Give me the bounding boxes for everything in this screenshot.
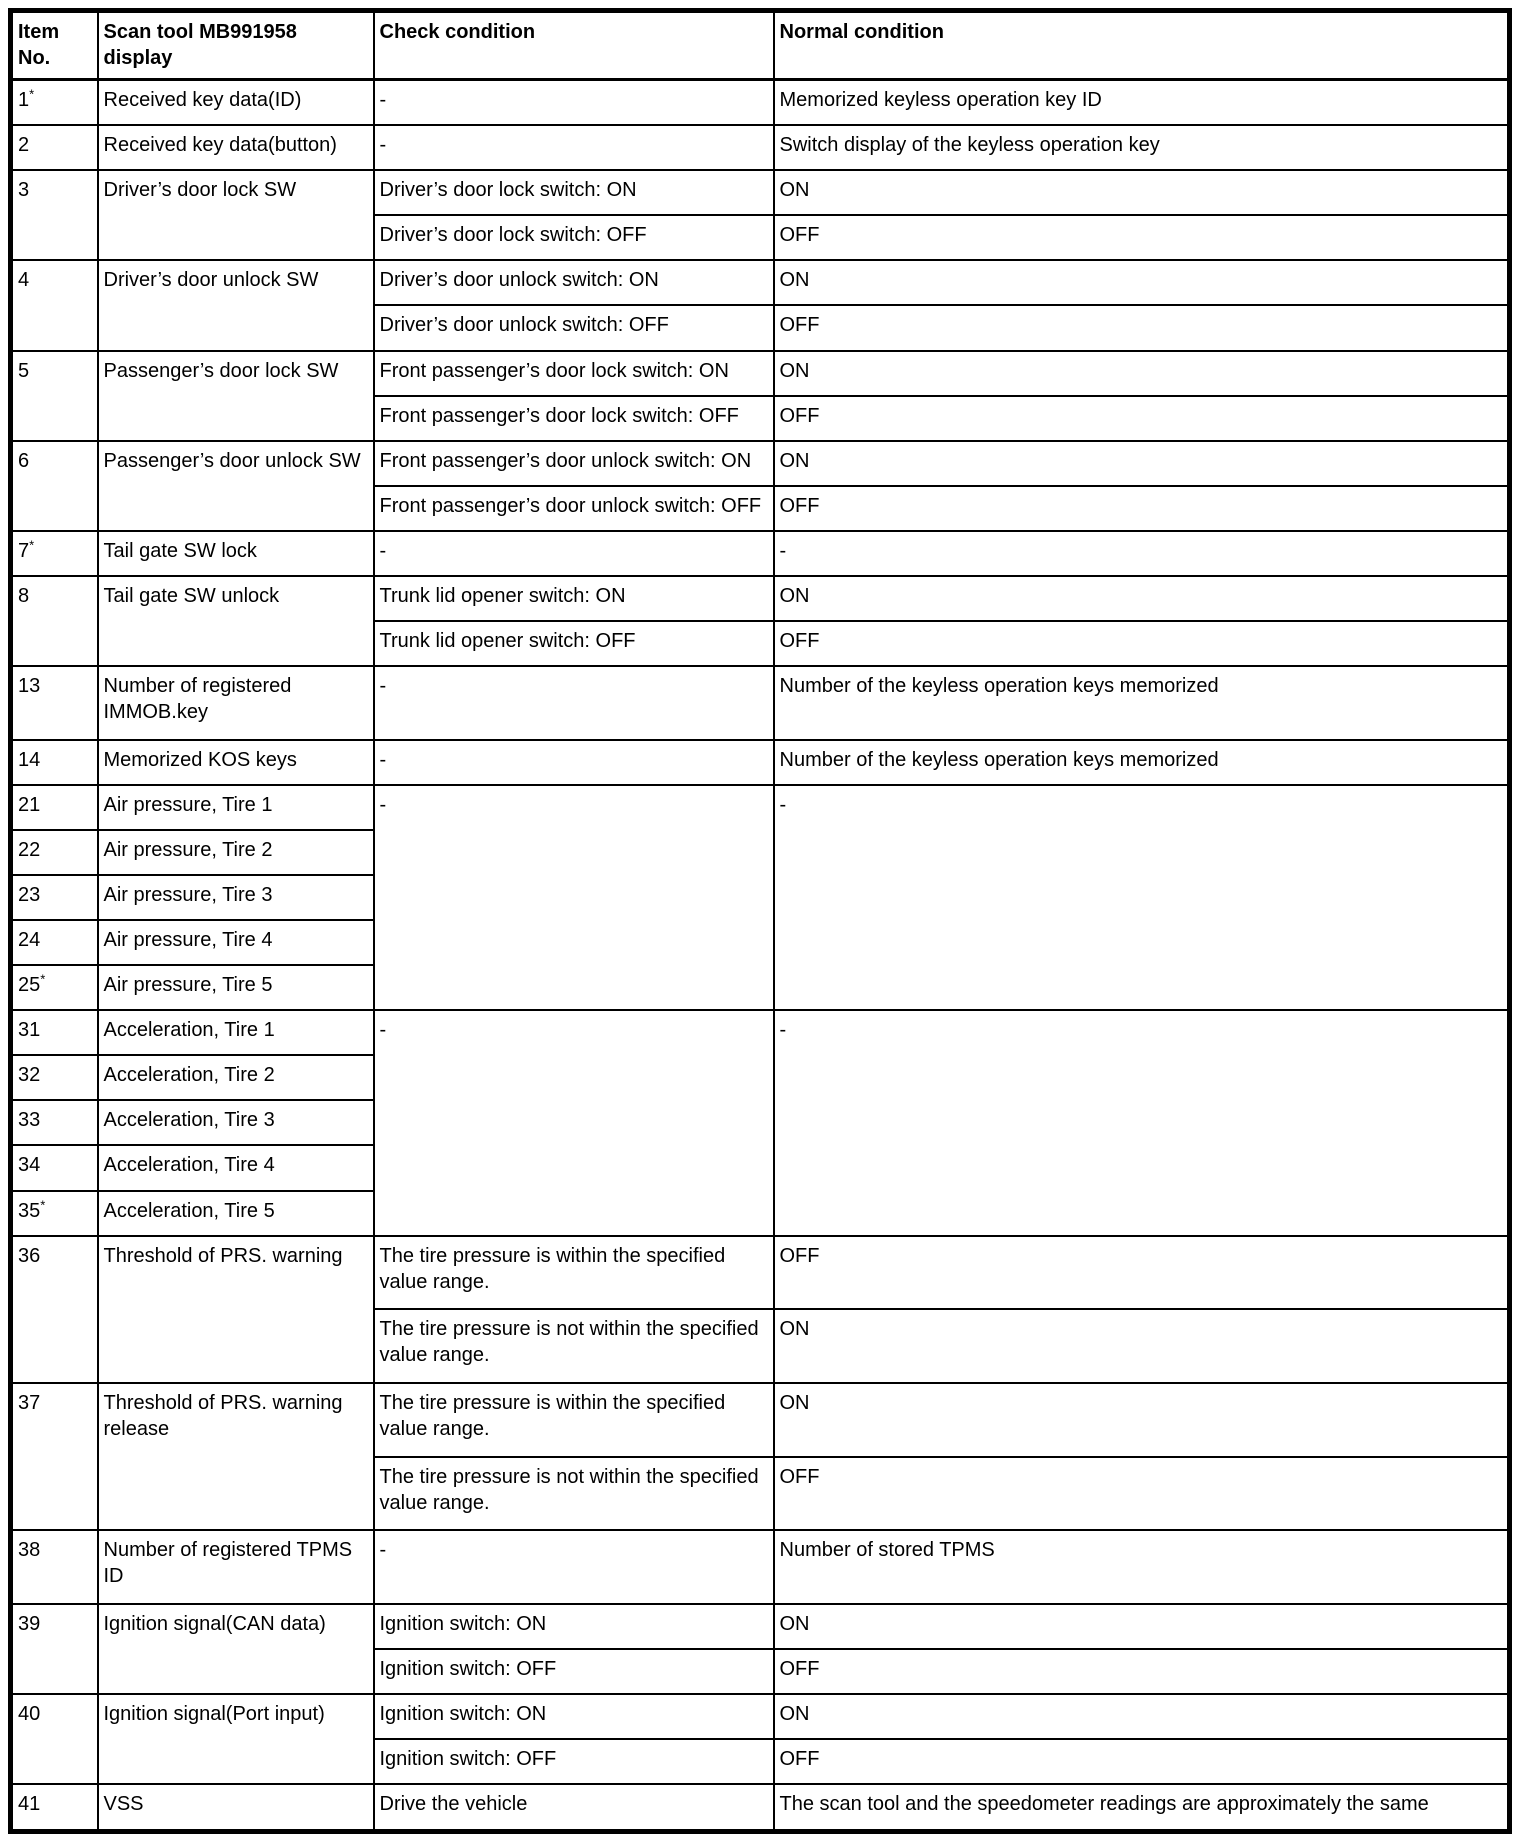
normal-condition-cell: ON <box>774 441 1510 486</box>
normal-condition-cell: ON <box>774 1383 1510 1457</box>
check-condition-cell: - <box>374 531 774 576</box>
item-no-cell: 39 <box>11 1604 98 1694</box>
item-no-cell: 25* <box>11 965 98 1010</box>
item-no-cell: 7* <box>11 531 98 576</box>
item-no-cell: 23 <box>11 875 98 920</box>
table-row <box>11 785 1510 830</box>
normal-condition-cell: ON <box>774 1604 1510 1649</box>
normal-condition-cell: Switch display of the keyless operation key <box>774 125 1510 170</box>
check-condition-cell: The tire pressure is not within the specified value range. <box>374 1457 774 1531</box>
item-no-cell: 4 <box>11 260 98 350</box>
table-row <box>11 1530 1510 1604</box>
check-condition-cell: Ignition switch: OFF <box>374 1649 774 1694</box>
item-no-cell: 40 <box>11 1694 98 1784</box>
table-row <box>11 740 1510 785</box>
check-condition-cell: Ignition switch: OFF <box>374 1739 774 1784</box>
display-cell: Tail gate SW lock <box>98 531 374 576</box>
check-condition-cell: The tire pressure is within the specified value range. <box>374 1383 774 1457</box>
display-cell: Number of registered IMMOB.key <box>98 666 374 740</box>
display-cell: Threshold of PRS. warning release <box>98 1383 374 1530</box>
item-no-cell: 1* <box>11 80 98 126</box>
display-cell: Driver’s door unlock SW <box>98 260 374 350</box>
table-row <box>11 1236 1510 1310</box>
table-row <box>11 1383 1510 1457</box>
table-row <box>11 441 1510 486</box>
normal-condition-cell: OFF <box>774 1739 1510 1784</box>
header-row <box>11 11 1510 80</box>
check-condition-cell: - <box>374 740 774 785</box>
check-condition-cell: Front passenger’s door lock switch: ON <box>374 351 774 396</box>
normal-condition-cell: - <box>774 1010 1510 1235</box>
table-row <box>11 351 1510 396</box>
header-normal-condition: Normal condition <box>774 11 1510 80</box>
table-row <box>11 1694 1510 1739</box>
display-cell: Acceleration, Tire 5 <box>98 1191 374 1236</box>
normal-condition-cell: - <box>774 531 1510 576</box>
display-cell: Received key data(ID) <box>98 80 374 126</box>
table-row <box>11 666 1510 740</box>
item-no-cell: 34 <box>11 1145 98 1190</box>
normal-condition-cell: ON <box>774 351 1510 396</box>
item-no-cell: 6 <box>11 441 98 531</box>
display-cell: Acceleration, Tire 3 <box>98 1100 374 1145</box>
check-condition-cell: Front passenger’s door unlock switch: OFF <box>374 486 774 531</box>
check-condition-cell: Driver’s door lock switch: ON <box>374 170 774 215</box>
normal-condition-cell: OFF <box>774 1236 1510 1310</box>
display-cell: Passenger’s door unlock SW <box>98 441 374 531</box>
header-item-no: Item No. <box>11 11 98 80</box>
item-no-cell: 21 <box>11 785 98 830</box>
header-check-condition: Check condition <box>374 11 774 80</box>
display-cell: Number of registered TPMS ID <box>98 1530 374 1604</box>
note-asterisk: * <box>40 971 46 987</box>
display-cell: Acceleration, Tire 2 <box>98 1055 374 1100</box>
table-row <box>11 80 1510 126</box>
normal-condition-cell: OFF <box>774 1649 1510 1694</box>
check-condition-cell: The tire pressure is within the specified value range. <box>374 1236 774 1310</box>
normal-condition-cell: ON <box>774 260 1510 305</box>
item-no-cell: 36 <box>11 1236 98 1383</box>
check-condition-cell: - <box>374 1530 774 1604</box>
normal-condition-cell: OFF <box>774 396 1510 441</box>
normal-condition-cell: OFF <box>774 621 1510 666</box>
item-no-cell: 31 <box>11 1010 98 1055</box>
check-condition-cell: Ignition switch: ON <box>374 1694 774 1739</box>
item-no-cell: 3 <box>11 170 98 260</box>
item-no-cell: 38 <box>11 1530 98 1604</box>
table-row <box>11 260 1510 305</box>
display-cell: Air pressure, Tire 3 <box>98 875 374 920</box>
normal-condition-cell: ON <box>774 576 1510 621</box>
check-condition-cell: - <box>374 666 774 740</box>
normal-condition-cell: Number of stored TPMS <box>774 1530 1510 1604</box>
display-cell: Memorized KOS keys <box>98 740 374 785</box>
check-condition-cell: Front passenger’s door lock switch: OFF <box>374 396 774 441</box>
check-condition-cell: Front passenger’s door unlock switch: ON <box>374 441 774 486</box>
normal-condition-cell: Number of the keyless operation keys memorized <box>774 740 1510 785</box>
item-no-cell: 35* <box>11 1191 98 1236</box>
table-row <box>11 170 1510 215</box>
item-no-cell: 5 <box>11 351 98 441</box>
note-asterisk: * <box>29 86 35 102</box>
scan-tool-data-list-table <box>8 8 1512 1834</box>
normal-condition-cell: OFF <box>774 1457 1510 1531</box>
header-scan-tool-display: Scan tool MB991958 display <box>98 11 374 80</box>
item-no-cell: 37 <box>11 1383 98 1530</box>
table-header <box>11 11 1510 80</box>
item-no-cell: 2 <box>11 125 98 170</box>
item-no-cell: 8 <box>11 576 98 666</box>
table-body <box>11 80 1510 1832</box>
item-no-cell: 41 <box>11 1784 98 1831</box>
display-cell: Air pressure, Tire 4 <box>98 920 374 965</box>
display-cell: Ignition signal(CAN data) <box>98 1604 374 1694</box>
normal-condition-cell: ON <box>774 1309 1510 1383</box>
table-row <box>11 1604 1510 1649</box>
table-row <box>11 1010 1510 1055</box>
normal-condition-cell: Memorized keyless operation key ID <box>774 80 1510 126</box>
table-row <box>11 576 1510 621</box>
item-no-cell: 33 <box>11 1100 98 1145</box>
table-row <box>11 125 1510 170</box>
normal-condition-cell: ON <box>774 170 1510 215</box>
display-cell: Received key data(button) <box>98 125 374 170</box>
item-no-cell: 14 <box>11 740 98 785</box>
check-condition-cell: Ignition switch: ON <box>374 1604 774 1649</box>
table-row <box>11 1784 1510 1831</box>
display-cell: Ignition signal(Port input) <box>98 1694 374 1784</box>
note-asterisk: * <box>40 1196 46 1212</box>
normal-condition-cell: - <box>774 785 1510 1010</box>
display-cell: Tail gate SW unlock <box>98 576 374 666</box>
check-condition-cell: Driver’s door unlock switch: OFF <box>374 305 774 350</box>
display-cell: Acceleration, Tire 4 <box>98 1145 374 1190</box>
display-cell: Acceleration, Tire 1 <box>98 1010 374 1055</box>
normal-condition-cell: OFF <box>774 486 1510 531</box>
item-no-cell: 13 <box>11 666 98 740</box>
normal-condition-cell: Number of the keyless operation keys memorized <box>774 666 1510 740</box>
check-condition-cell: Driver’s door lock switch: OFF <box>374 215 774 260</box>
check-condition-cell: Drive the vehicle <box>374 1784 774 1831</box>
check-condition-cell: Trunk lid opener switch: OFF <box>374 621 774 666</box>
item-no-cell: 22 <box>11 830 98 875</box>
item-no-cell: 24 <box>11 920 98 965</box>
normal-condition-cell: The scan tool and the speedometer readings are approximately the same <box>774 1784 1510 1831</box>
item-no-cell: 32 <box>11 1055 98 1100</box>
check-condition-cell: Trunk lid opener switch: ON <box>374 576 774 621</box>
check-condition-cell: - <box>374 785 774 1010</box>
display-cell: Air pressure, Tire 1 <box>98 785 374 830</box>
check-condition-cell: - <box>374 80 774 126</box>
check-condition-cell: Driver’s door unlock switch: ON <box>374 260 774 305</box>
display-cell: VSS <box>98 1784 374 1831</box>
display-cell: Passenger’s door lock SW <box>98 351 374 441</box>
display-cell: Threshold of PRS. warning <box>98 1236 374 1383</box>
display-cell: Air pressure, Tire 2 <box>98 830 374 875</box>
check-condition-cell: - <box>374 1010 774 1235</box>
normal-condition-cell: OFF <box>774 305 1510 350</box>
display-cell: Driver’s door lock SW <box>98 170 374 260</box>
check-condition-cell: The tire pressure is not within the specified value range. <box>374 1309 774 1383</box>
table-row <box>11 531 1510 576</box>
normal-condition-cell: OFF <box>774 215 1510 260</box>
display-cell: Air pressure, Tire 5 <box>98 965 374 1010</box>
normal-condition-cell: ON <box>774 1694 1510 1739</box>
check-condition-cell: - <box>374 125 774 170</box>
note-asterisk: * <box>29 537 35 553</box>
